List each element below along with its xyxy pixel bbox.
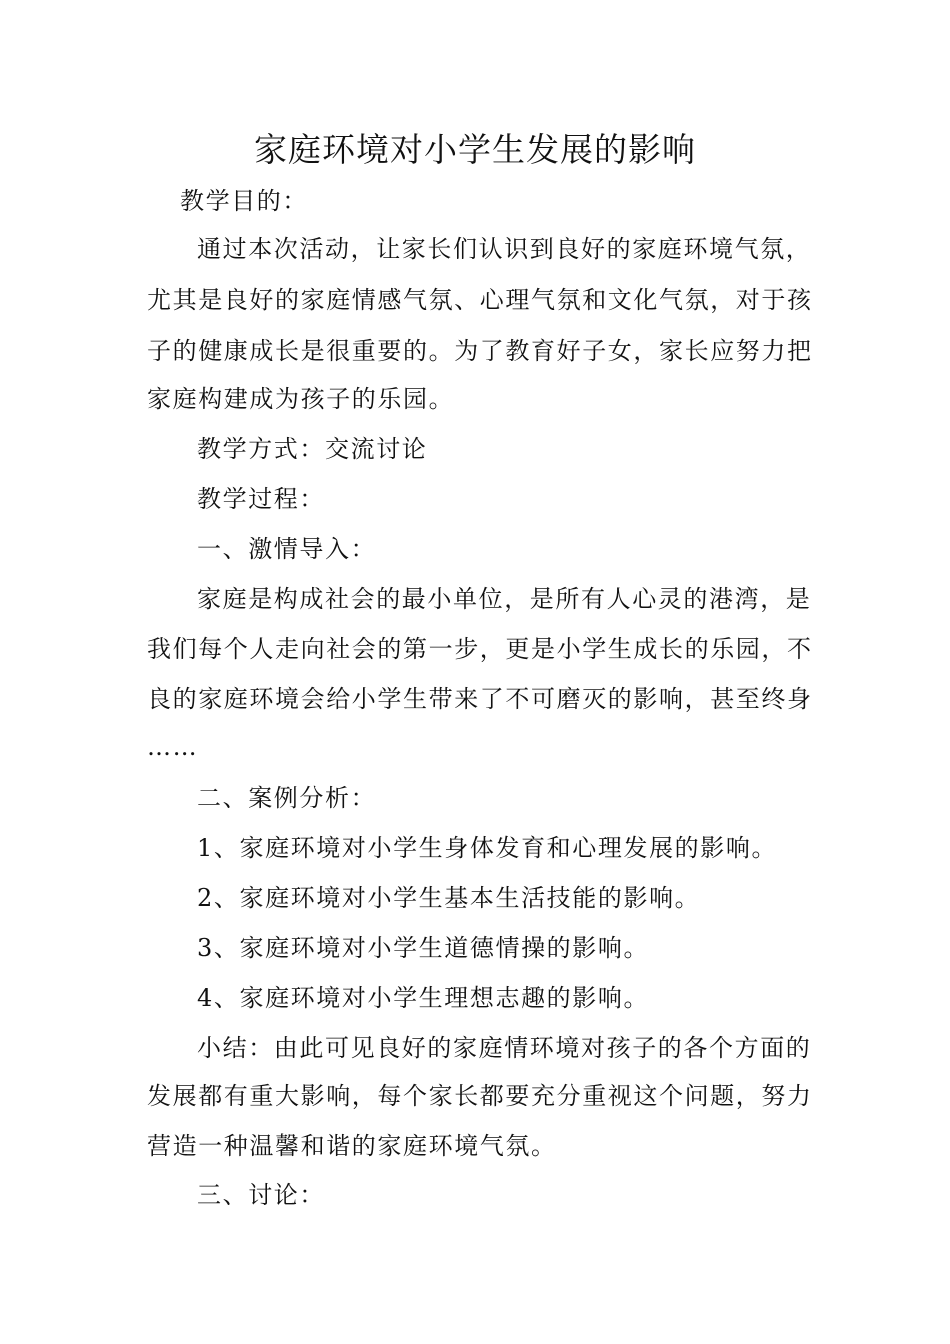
- section-heading-3: 三、讨论：: [197, 1181, 325, 1209]
- objective-label: 教学目的：: [180, 187, 308, 215]
- teaching-method: 教学方式：交流讨论: [197, 435, 428, 463]
- objective-line: 子的健康成长是很重要的。为了教育好子女，家长应努力把: [147, 337, 813, 365]
- section-heading-2: 二、案例分析：: [197, 784, 377, 812]
- intro-line: 我们每个人走向社会的第一步，更是小学生成长的乐园，不: [147, 635, 813, 663]
- objective-line: 尤其是良好的家庭情感气氛、心理气氛和文化气氛，对于孩: [147, 286, 813, 314]
- intro-line: 良的家庭环境会给小学生带来了不可磨灭的影响，甚至终身: [147, 685, 813, 713]
- intro-line: ……: [147, 733, 199, 761]
- case-item: 3、家庭环境对小学生道德情操的影响。: [197, 934, 650, 962]
- objective-line: 家庭构建成为孩子的乐园。: [147, 385, 455, 413]
- case-item: 1、家庭环境对小学生身体发育和心理发展的影响。: [197, 834, 778, 862]
- objective-line: 通过本次活动，让家长们认识到良好的家庭环境气氛，: [197, 235, 812, 263]
- summary-line: 营造一种温馨和谐的家庭环境气氛。: [147, 1132, 557, 1160]
- section-heading-1: 一、激情导入：: [197, 535, 377, 563]
- intro-line: 家庭是构成社会的最小单位，是所有人心灵的港湾，是: [197, 585, 812, 613]
- process-label: 教学过程：: [197, 485, 325, 513]
- summary-line: 发展都有重大影响，每个家长都要充分重视这个问题，努力: [147, 1082, 813, 1110]
- document-title: 家庭环境对小学生发展的影响: [254, 130, 696, 169]
- case-item: 2、家庭环境对小学生基本生活技能的影响。: [197, 884, 701, 912]
- summary-line: 小结：由此可见良好的家庭情环境对孩子的各个方面的: [197, 1034, 812, 1062]
- case-item: 4、家庭环境对小学生理想志趣的影响。: [197, 984, 650, 1012]
